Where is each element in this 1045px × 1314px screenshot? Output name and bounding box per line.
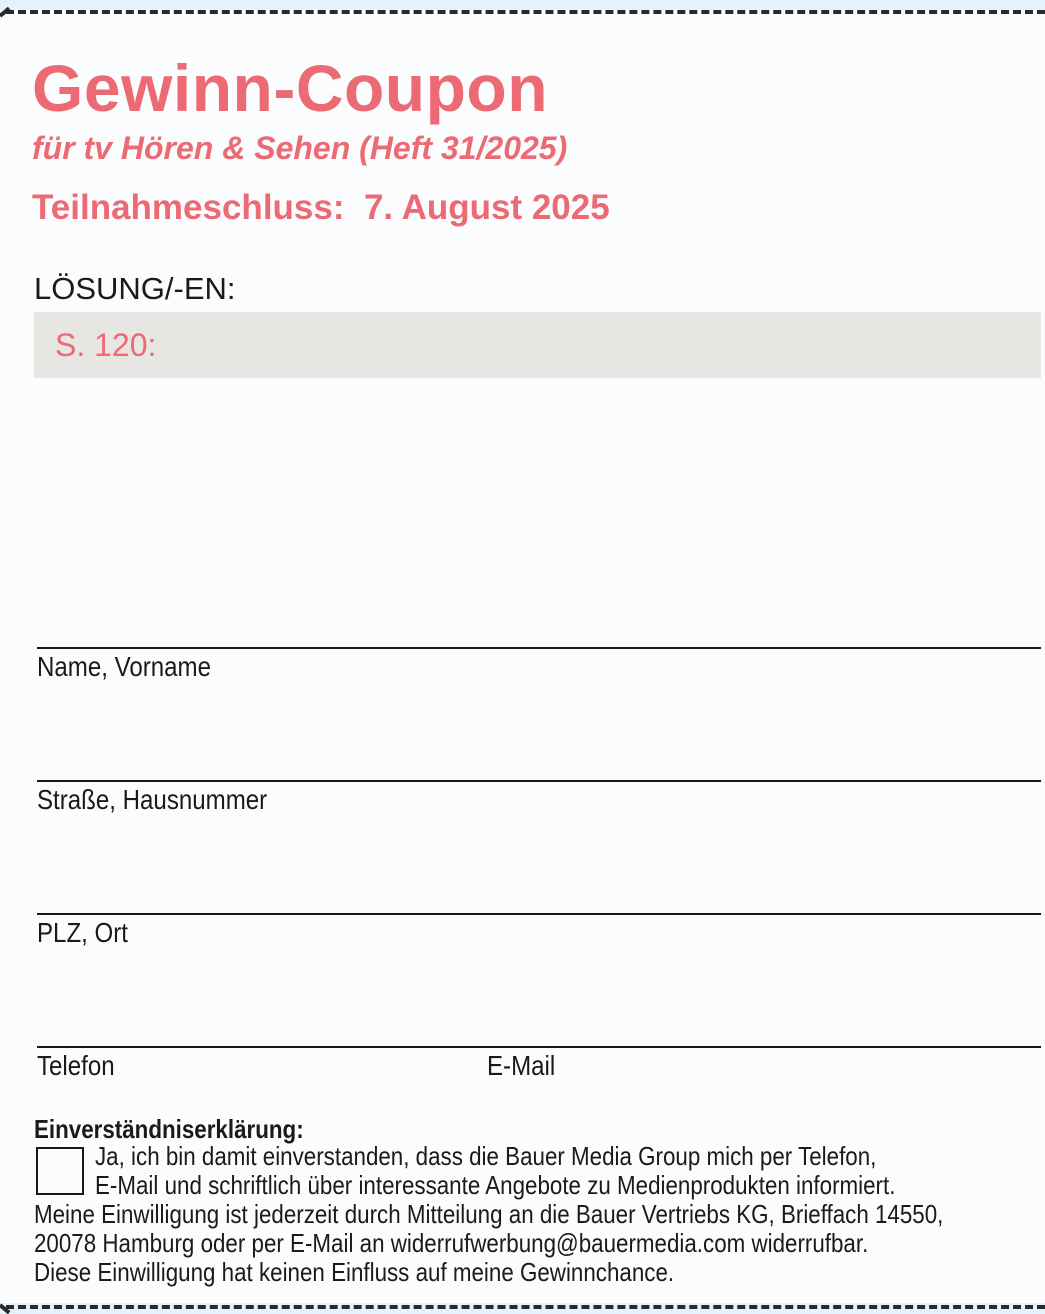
street-field-line[interactable] <box>37 780 1041 782</box>
entry-deadline: Teilnahmeschluss: 7. August 2025 <box>32 188 610 227</box>
consent-text-line-5: Diese Einwilligung hat keinen Einfluss auf meine Gewinnchance. <box>34 1257 675 1287</box>
name-field-label: Name, Vorname <box>37 651 212 682</box>
solution-heading: LÖSUNG/-EN: <box>34 271 236 306</box>
cut-line-top <box>6 10 1045 14</box>
consent-text-line-2: E-Mail und schriftlich über interessante Angebote zu Medienprodukten informiert. <box>95 1170 896 1200</box>
coupon-subtitle: für tv Hören & Sehen (Heft 31/2025) <box>32 130 568 166</box>
consent-text-line-4: 20078 Hamburg oder per E-Mail an widerrufwerbung@bauermedia.com widerrufbar. <box>34 1228 869 1258</box>
email-field-label: E-Mail <box>487 1050 556 1081</box>
consent-text-line-1: Ja, ich bin damit einverstanden, dass die Bauer Media Group mich per Telefon, <box>95 1141 877 1171</box>
contact-field-line[interactable] <box>37 1046 1041 1048</box>
gewinn-coupon <box>0 10 1045 1303</box>
city-field-label: PLZ, Ort <box>37 917 128 948</box>
consent-heading: Einverständniserklärung: <box>34 1114 304 1144</box>
solution-input-box[interactable] <box>34 312 1041 378</box>
street-field-label: Straße, Hausnummer <box>37 784 268 815</box>
name-field-line[interactable] <box>37 647 1041 649</box>
city-field-line[interactable] <box>37 913 1041 915</box>
solution-page-label: S. 120: <box>55 327 157 363</box>
cut-line-bottom <box>6 1305 1045 1309</box>
consent-checkbox[interactable] <box>36 1147 84 1195</box>
phone-field-label: Telefon <box>37 1050 115 1081</box>
coupon-title: Gewinn-Coupon <box>32 51 549 125</box>
consent-text-line-3: Meine Einwilligung ist jederzeit durch Mitteilung an die Bauer Vertriebs KG, Brieffach 14550, <box>34 1199 944 1229</box>
